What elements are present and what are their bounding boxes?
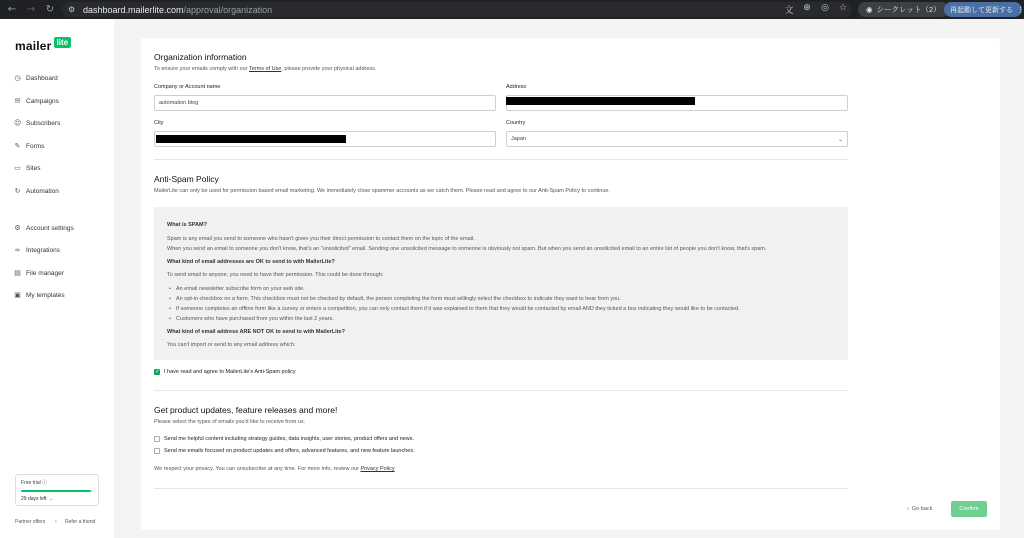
sidebar-item-my-templates[interactable]: ▣ My templates (14, 291, 65, 299)
divider (154, 159, 848, 160)
browser-toolbar (0, 0, 1024, 19)
divider (154, 488, 848, 489)
pencil-icon: ✎ (14, 142, 21, 150)
spam-section-title: Anti-Spam Policy (154, 174, 219, 184)
link-icon: ∞ (14, 246, 21, 254)
anti-spam-policy-text[interactable] (154, 207, 848, 360)
spam-paragraph: You can't import or send to any email address which: (167, 341, 296, 348)
agree-checkbox[interactable] (154, 369, 160, 375)
template-icon: ▣ (14, 291, 21, 299)
translate-icon[interactable]: 文 (784, 6, 794, 16)
trial-progress-bar (21, 490, 93, 492)
spam-paragraph: To send email to anyone, you need to have their permission. This could be done through: (167, 272, 384, 278)
sidebar-item-subscribers[interactable]: ☺ Subscribers (14, 119, 61, 127)
partner-offers-link[interactable]: Partner offers (15, 519, 46, 525)
list-item: • Customers who have purchased from you within the last 2 years. (167, 314, 835, 324)
company-label: Company or Account name (154, 84, 221, 90)
org-section-title: Organization information (154, 52, 247, 62)
updates-section-subtitle: Please select the types of emails you'd like to receive from us. (154, 419, 306, 425)
opt-in-product-updates-row[interactable]: Send me emails focused on product updates and offers, advanced features, and new feature launches. (154, 448, 415, 454)
updates-section-title: Get product updates, feature releases and more! (154, 405, 338, 415)
list-item: • An opt-in checkbox on a form. This checkbox must not be checked by default, the person completing the form must willingly select the checkbox to indicate they want to hear from you. (167, 294, 835, 304)
spam-question-1: What is SPAM? (167, 222, 207, 228)
eye-off-icon[interactable]: ◎ (821, 3, 829, 13)
redacted-address (506, 97, 695, 105)
reload-icon[interactable]: ↻ (45, 3, 55, 15)
back-arrow-icon[interactable]: ← (7, 3, 17, 15)
site-info-icon[interactable]: ⚙ (68, 4, 76, 14)
address-label: Address (506, 84, 527, 90)
url-text: dashboard.mailerlite.com/approval/organization (83, 4, 273, 15)
trial-days-left[interactable]: 29 days left → (21, 496, 53, 502)
sidebar-item-automation[interactable]: ↻ Automation (14, 187, 59, 195)
helpful-content-checkbox[interactable] (154, 436, 160, 442)
spam-section-subtitle: MailerLite can only be used for permission based email marketing. We immediately close spammer accounts as we catch them. Please read and agree to our Anti-Spam Policy to continue. (154, 188, 611, 194)
sidebar-item-campaigns[interactable]: ✉ Campaigns (14, 97, 59, 105)
free-trial-card[interactable] (15, 474, 99, 506)
users-icon: ☺ (14, 119, 22, 127)
window-icon: ▭ (14, 164, 21, 172)
country-label: Country (506, 120, 526, 126)
gear-icon: ⚙ (14, 224, 21, 232)
product-updates-checkbox[interactable] (154, 448, 160, 454)
spam-paragraph: Spam is any email you send to someone who hasn't given you their direct permission to contact them on the topic of the email. (167, 236, 475, 242)
incognito-icon: ◉ (866, 5, 873, 14)
spam-paragraph: When you send an email to someone you don't know, that's an "unsolicited" email. Sending one unsolicited message to someone is obviously not spam. But when you send an unsolicited email to an entire list of people you don't know, that's spam. (167, 245, 767, 252)
clock-icon: ◷ (14, 74, 21, 82)
sidebar-item-dashboard[interactable]: ◷ Dashboard (14, 74, 58, 82)
privacy-policy-link[interactable]: Privacy Policy (360, 466, 395, 472)
info-icon: ⓘ (42, 480, 48, 486)
sidebar-item-account-settings[interactable]: ⚙ Account settings (14, 224, 74, 232)
footer-separator: • (55, 519, 57, 525)
redacted-city (156, 135, 346, 143)
star-icon[interactable]: ☆ (838, 3, 848, 13)
incognito-indicator[interactable]: ◉ シークレット（2） (858, 2, 949, 17)
mailerlite-logo[interactable]: mailer lite (15, 39, 71, 53)
sidebar-item-file-manager[interactable]: ▤ File manager (14, 269, 64, 277)
approval-form-panel (141, 38, 1000, 530)
automation-icon: ↻ (14, 187, 21, 195)
spam-question-2: What kind of email addresses are OK to send to with MailerLite? (167, 259, 335, 265)
relaunch-button[interactable]: 再起動して更新する ⋮ (944, 2, 1022, 17)
divider (154, 390, 848, 391)
org-section-subtitle: To ensure your emails comply with our Terms of Use, please provide your physical address. (154, 66, 377, 72)
sidebar-item-integrations[interactable]: ∞ Integrations (14, 246, 60, 254)
mail-icon: ✉ (14, 97, 21, 105)
trial-progress-fill (21, 490, 91, 492)
opt-in-helpful-content-row[interactable]: Send me helpful content including strategy guides, data insights, user stories, product offers and news. (154, 436, 414, 442)
spam-permission-list (167, 284, 835, 324)
spam-question-3: What kind of email address ARE NOT OK to send to with MailerLite? (167, 328, 345, 335)
list-item: • If someone completes an offline form like a survey or enters a competition, you can only contact them if it was explained to them that they would be contacted by email AND they ticked a box indicating they would like to be contacted. (167, 304, 835, 314)
country-select[interactable]: Japan ⌄ (506, 131, 848, 147)
address-bar[interactable] (62, 2, 852, 17)
go-back-button[interactable]: ‹ Go back (907, 506, 933, 512)
chevron-left-icon: ‹ (907, 506, 909, 512)
zoom-icon[interactable]: ⊕ (803, 3, 811, 13)
free-trial-label: Free trial ⓘ (21, 480, 48, 486)
company-input[interactable]: automation blog (154, 95, 496, 111)
agree-anti-spam-checkbox-row[interactable]: ✓ I have read and agree to MailerLite's Anti-Spam policy (154, 369, 296, 375)
sidebar-item-sites[interactable]: ▭ Sites (14, 164, 41, 172)
terms-of-use-link[interactable]: Terms of Use (248, 66, 282, 72)
privacy-note: We respect your privacy. You can unsubscribe at any time. For more info, review our Privacy Policy (154, 466, 395, 472)
file-icon: ▤ (14, 269, 21, 277)
list-item: • An email newsletter subscribe form on your web site. (167, 284, 835, 294)
refer-friend-link[interactable]: Refer a friend (65, 519, 96, 525)
forward-arrow-icon[interactable]: → (26, 3, 36, 15)
chevron-down-icon: ⌄ (837, 136, 843, 143)
city-label: City (154, 120, 164, 126)
sidebar (0, 19, 114, 538)
menu-dots-icon: ⋮ (1017, 6, 1024, 14)
confirm-button[interactable]: Confirm (951, 501, 987, 517)
sidebar-item-forms[interactable]: ✎ Forms (14, 142, 45, 150)
